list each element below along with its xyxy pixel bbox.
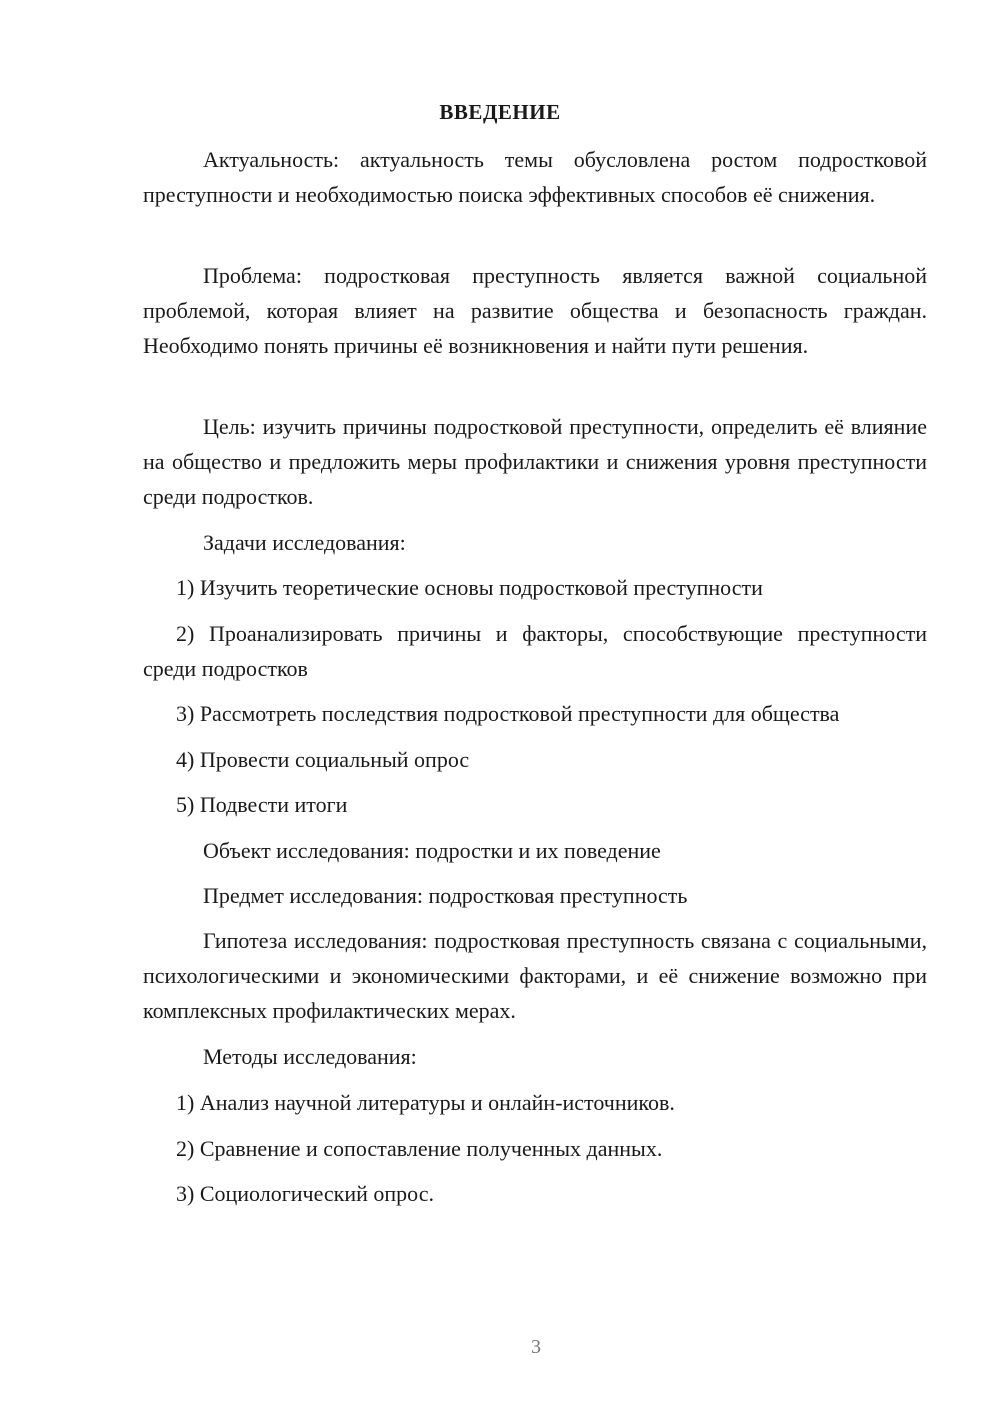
page-title: ВВЕДЕНИЕ — [439, 100, 561, 124]
object-paragraph: Объект исследования: подростки и их поведение — [203, 838, 661, 863]
task-item-3: 3) Рассмотреть последствия подростковой преступности для общества — [176, 701, 840, 726]
relevance-paragraph: Актуальность: актуальность темы обусловлена ростом подростковой преступности и необходимостью поиска эффективных способов её снижения. — [143, 147, 927, 207]
task-item-5: 5) Подвести итоги — [176, 792, 348, 817]
methods-heading: Методы исследования: — [203, 1044, 417, 1069]
subject-paragraph: Предмет исследования: подростковая преступность — [203, 883, 688, 908]
method-item-1: 1) Анализ научной литературы и онлайн-источников. — [176, 1090, 675, 1115]
problem-paragraph: Проблема: подростковая преступность является важной социальной проблемой, которая влияет на развитие общества и безопасность граждан. Необходимо понять причины её возникновения и найти пути решения. — [143, 263, 927, 358]
tasks-heading: Задачи исследования: — [203, 530, 406, 555]
task-item-4: 4) Провести социальный опрос — [176, 747, 470, 772]
task-item-1: 1) Изучить теоретические основы подростковой преступности — [176, 575, 763, 600]
hypothesis-paragraph: Гипотеза исследования: подростковая преступность связана с социальными, психологическими и экономическими факторами, и её снижение возможно при комплексных профилактических мерах. — [143, 928, 927, 1023]
goal-paragraph: Цель: изучить причины подростковой преступности, определить её влияние на общество и предложить меры профилактики и снижения уровня преступности среди подростков. — [143, 414, 927, 509]
page-number: 3 — [531, 1336, 541, 1358]
method-item-3: 3) Социологический опрос. — [176, 1181, 434, 1206]
method-item-2: 2) Сравнение и сопоставление полученных данных. — [176, 1136, 663, 1161]
task-item-2: 2) Проанализировать причины и факторы, способствующие преступности среди подростков — [143, 621, 927, 681]
